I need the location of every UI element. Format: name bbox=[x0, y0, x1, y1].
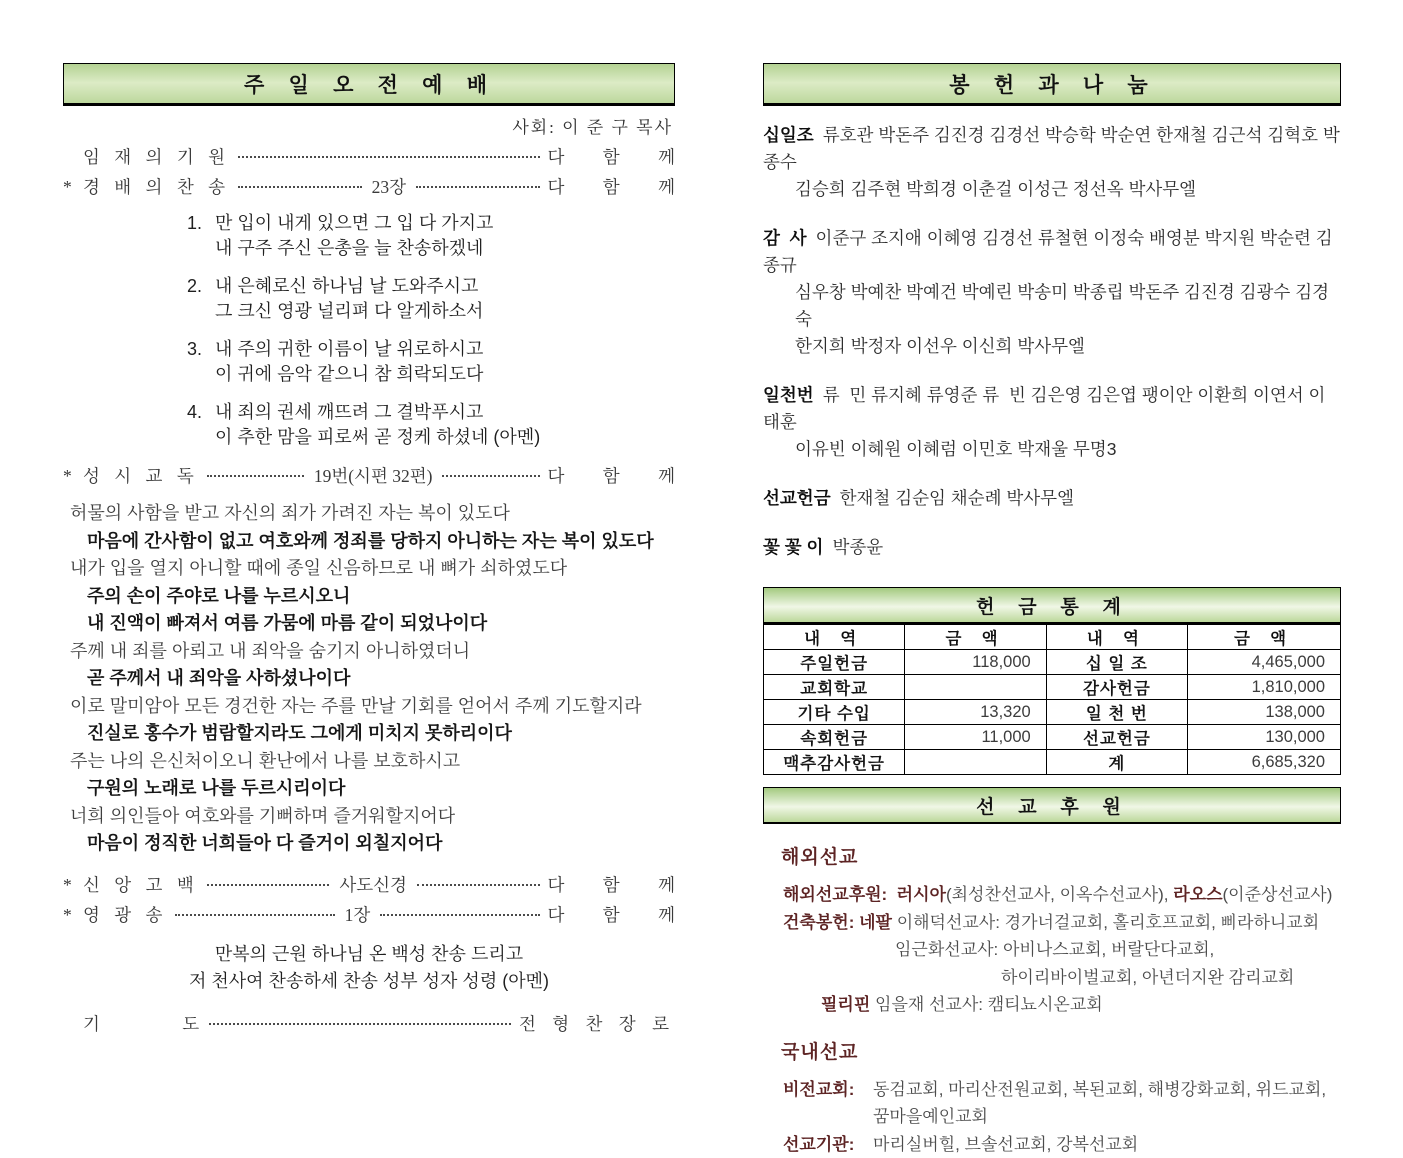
order-label: 영 광 송 bbox=[83, 902, 167, 927]
reading-line: 마음이 정직한 너희들아 다 즐거이 외칠지어다 bbox=[87, 830, 675, 858]
order-item-invocation bbox=[63, 144, 675, 169]
verse-line: 이 귀에 음악 같으니 참 희락되도다 bbox=[215, 362, 483, 387]
category-cell: 주일헌금 bbox=[764, 650, 905, 675]
offering-names: 이유빈 이혜원 이혜럼 이민호 박재울 무명3 bbox=[795, 436, 1341, 463]
russia-missionaries: (최성찬선교사, 이옥수선교사), bbox=[946, 885, 1169, 904]
category-cell: 계 bbox=[1046, 750, 1187, 775]
reading-line: 허물의 사함을 받고 자신의 죄가 가려진 자는 복이 있도다 bbox=[70, 500, 675, 528]
worship-order-column bbox=[63, 63, 675, 1041]
offering-names: 박종윤 bbox=[832, 537, 883, 557]
category-cell: 속회헌금 bbox=[764, 725, 905, 750]
table-row bbox=[764, 725, 1341, 750]
dotted-leader bbox=[442, 475, 539, 477]
creed-name: 사도신경 bbox=[339, 872, 407, 897]
nepal-label: 네팔 bbox=[859, 913, 892, 932]
philippines-line bbox=[821, 991, 1341, 1019]
vision-church-label: 비전교회: bbox=[783, 1076, 873, 1104]
amount-cell: 130,000 bbox=[1188, 725, 1341, 750]
offering-mission bbox=[763, 485, 1341, 512]
reading-line: 마음에 간사함이 없고 여호와께 정죄를 당하지 아니하는 자는 복이 있도다 bbox=[87, 528, 675, 556]
hymn-verse-1 bbox=[187, 211, 675, 261]
responsive-reading bbox=[63, 500, 675, 858]
star-mark: * bbox=[63, 466, 83, 487]
vision-church-line bbox=[783, 1076, 1341, 1104]
amount-cell: 11,000 bbox=[905, 725, 1046, 750]
category-cell: 교회학교 bbox=[764, 675, 905, 700]
mission-org-line bbox=[783, 1131, 1341, 1158]
table-row bbox=[764, 700, 1341, 725]
offering-names: 이준구 조지애 이혜영 김경선 류철현 이정숙 배영분 박지원 박순련 김종규 bbox=[763, 228, 1333, 275]
domestic-mission-heading: 국내선교 bbox=[781, 1037, 1341, 1064]
building-offering-line bbox=[783, 909, 1341, 937]
philippines-label: 필리핀 bbox=[821, 995, 870, 1014]
verse-line: 내 구주 주신 은총을 늘 찬송하겠네 bbox=[215, 236, 493, 261]
russia-label: 러시아 bbox=[897, 885, 946, 904]
reading-line: 너희 의인들아 여호와를 기뻐하며 즐거워할지어다 bbox=[70, 803, 675, 831]
verse-line: 내 은혜로신 하나님 날 도와주시고 bbox=[215, 274, 483, 299]
verse-number: 1. bbox=[187, 211, 215, 261]
prayer-person: 전 형 찬 장 로 bbox=[519, 1011, 675, 1036]
col-header: 금 액 bbox=[905, 625, 1046, 650]
statistics-table bbox=[763, 624, 1341, 775]
table-row bbox=[764, 675, 1341, 700]
category-cell: 일 천 번 bbox=[1046, 700, 1187, 725]
offering-label: 감 사 bbox=[763, 228, 807, 248]
hymn-verse-3 bbox=[187, 337, 675, 387]
offering-names: 한재철 김순임 채순례 박사무엘 bbox=[840, 488, 1074, 508]
mc-line: 사회: 이 준 구 목사 bbox=[63, 113, 673, 138]
building-label: 건축봉헌: bbox=[783, 913, 854, 932]
laos-missionaries: (이준상선교사) bbox=[1223, 885, 1333, 904]
nepal-churches: 이해덕선교사: 경가너걸교회, 홀리호프교회, 삐라하니교회 bbox=[897, 913, 1319, 932]
dotted-leader bbox=[209, 1023, 511, 1025]
order-label: 임 재 의 기 원 bbox=[83, 144, 230, 169]
statistics-banner: 헌 금 통 계 bbox=[763, 587, 1341, 624]
vision-churches: 동검교회, 마리산전원교회, 복된교회, 해병강화교회, 위드교회, bbox=[873, 1080, 1326, 1099]
dotted-leader bbox=[238, 186, 362, 188]
hymn-verse-2 bbox=[187, 274, 675, 324]
reading-line: 진실로 홍수가 범람할지라도 그에게 미치지 못하리이다 bbox=[87, 720, 675, 748]
offering-names: 김승희 김주현 박희경 이춘걸 이성근 정선옥 박사무엘 bbox=[795, 176, 1341, 203]
offering-names: 류호관 박돈주 김진경 김경선 박승학 박순연 한재철 김근석 김혁호 박종수 bbox=[763, 125, 1340, 172]
offering-thousand bbox=[763, 382, 1341, 463]
order-response: 다 함 께 bbox=[548, 144, 675, 169]
order-item-prayer bbox=[63, 1011, 675, 1036]
order-item-responsive-reading bbox=[63, 463, 675, 488]
offering-column bbox=[763, 63, 1341, 1158]
mission-orgs: 마리실버힐, 브솔선교회, 강복선교회 bbox=[873, 1135, 1138, 1154]
order-label: 성 시 교 독 bbox=[83, 463, 199, 488]
verse-number: 3. bbox=[187, 337, 215, 387]
nepal-churches-line2: 임근화선교사: 아비나스교회, 버랄단다교회, bbox=[895, 936, 1341, 964]
nepal-churches-line3: 하이리바이벌교회, 아년더지완 감리교회 bbox=[1001, 964, 1341, 992]
order-item-gloria bbox=[63, 902, 675, 927]
reading-number: 19번(시편 32편) bbox=[314, 463, 433, 488]
amount-cell bbox=[905, 675, 1046, 700]
reading-line: 주의 손이 주야로 나를 누르시오니 bbox=[87, 583, 675, 611]
offering-thanks bbox=[763, 225, 1341, 360]
offering-statistics bbox=[763, 587, 1341, 775]
offering-names: 심우창 박예찬 박예건 박예린 박송미 박종립 박돈주 김진경 김광수 김경숙 bbox=[795, 279, 1341, 333]
col-header: 금 액 bbox=[1188, 625, 1341, 650]
amount-cell: 118,000 bbox=[905, 650, 1046, 675]
reading-line: 내 진액이 빠져서 여름 가뭄에 마름 같이 되었나이다 bbox=[87, 610, 675, 638]
amount-cell bbox=[905, 750, 1046, 775]
offering-label: 꽃 꽃 이 bbox=[763, 537, 823, 557]
amount-cell: 4,465,000 bbox=[1188, 650, 1341, 675]
support-label: 해외선교후원: bbox=[783, 885, 887, 904]
verse-line: 내 주의 귀한 이름이 날 위로하시고 bbox=[215, 337, 483, 362]
category-cell: 기타 수입 bbox=[764, 700, 905, 725]
verse-number: 2. bbox=[187, 274, 215, 324]
dotted-leader bbox=[207, 475, 304, 477]
doxology bbox=[63, 941, 675, 995]
offering-label: 십일조 bbox=[763, 125, 814, 145]
order-response: 다 함 께 bbox=[548, 872, 675, 897]
offering-names: 한지희 박정자 이선우 이신희 박사무엘 bbox=[795, 333, 1341, 360]
offering-label: 선교헌금 bbox=[763, 488, 831, 508]
table-row bbox=[764, 650, 1341, 675]
amount-cell: 138,000 bbox=[1188, 700, 1341, 725]
verse-line: 이 추한 맘을 피로써 곧 정케 하셨네 (아멘) bbox=[215, 425, 540, 450]
amount-cell: 13,320 bbox=[905, 700, 1046, 725]
overseas-mission-heading: 해외선교 bbox=[781, 842, 1341, 869]
dotted-leader bbox=[175, 914, 334, 916]
col-header: 내 역 bbox=[1046, 625, 1187, 650]
verse-line: 만 입이 내게 있으면 그 입 다 가지고 bbox=[215, 211, 493, 236]
category-cell: 감사헌금 bbox=[1046, 675, 1187, 700]
amount-cell: 1,810,000 bbox=[1188, 675, 1341, 700]
table-row bbox=[764, 750, 1341, 775]
amount-cell: 6,685,320 bbox=[1188, 750, 1341, 775]
order-response: 다 함 께 bbox=[548, 174, 675, 199]
order-response: 다 함 께 bbox=[548, 463, 675, 488]
dotted-leader bbox=[417, 884, 540, 886]
reading-line: 구원의 노래로 나를 두르시리이다 bbox=[87, 775, 675, 803]
overseas-support-line bbox=[783, 881, 1341, 909]
order-response: 다 함 께 bbox=[548, 902, 675, 927]
offering-banner: 봉 헌 과 나 눔 bbox=[763, 63, 1341, 106]
order-label: 기 도 bbox=[83, 1011, 201, 1036]
reading-line: 이로 말미암아 모든 경건한 자는 주를 만날 기회를 얻어서 주께 기도할지라 bbox=[70, 693, 675, 721]
offering-names: 류 민 류지혜 류영준 류 빈 김은영 김은엽 팽이안 이환희 이연서 이태훈 bbox=[763, 385, 1325, 432]
category-cell: 십 일 조 bbox=[1046, 650, 1187, 675]
worship-service-banner: 주 일 오 전 예 배 bbox=[63, 63, 675, 106]
reading-line: 주는 나의 은신처이오니 환난에서 나를 보호하시고 bbox=[70, 748, 675, 776]
hymn-number: 23장 bbox=[372, 174, 406, 199]
doxology-line: 저 천사여 찬송하세 찬송 성부 성자 성령 (아멘) bbox=[63, 968, 675, 995]
mission-banner: 선 교 후 원 bbox=[763, 787, 1341, 824]
order-label: 경 배 의 찬 송 bbox=[83, 174, 230, 199]
reading-line: 곧 주께서 내 죄악을 사하셨나이다 bbox=[87, 665, 675, 693]
col-header: 내 역 bbox=[764, 625, 905, 650]
star-mark: * bbox=[63, 177, 83, 198]
laos-label: 라오스 bbox=[1173, 885, 1222, 904]
verse-line: 그 크신 영광 널리펴 다 알게하소서 bbox=[215, 299, 483, 324]
star-mark: * bbox=[63, 875, 83, 896]
category-cell: 선교헌금 bbox=[1046, 725, 1187, 750]
mission-support bbox=[763, 787, 1341, 1158]
hymn-verse-4 bbox=[187, 400, 675, 450]
reading-line: 주께 내 죄를 아뢰고 내 죄악을 숨기지 아니하였더니 bbox=[70, 638, 675, 666]
dotted-leader bbox=[207, 884, 330, 886]
order-label: 신 앙 고 백 bbox=[83, 872, 199, 897]
vision-church-line2: 꿈마을예인교회 bbox=[873, 1103, 1341, 1131]
reading-line: 내가 입을 열지 아니할 때에 종일 신음하므로 내 뼈가 쇠하였도다 bbox=[70, 555, 675, 583]
verse-line: 내 죄의 권세 깨뜨려 그 결박푸시고 bbox=[215, 400, 540, 425]
star-mark: * bbox=[63, 905, 83, 926]
hymn-verses bbox=[187, 211, 675, 450]
table-header-row bbox=[764, 625, 1341, 650]
verse-number: 4. bbox=[187, 400, 215, 450]
dotted-leader bbox=[380, 914, 539, 916]
dotted-leader bbox=[238, 156, 540, 158]
offering-label: 일천번 bbox=[763, 385, 814, 405]
order-item-creed bbox=[63, 872, 675, 897]
doxology-line: 만복의 근원 하나님 온 백성 찬송 드리고 bbox=[63, 941, 675, 968]
category-cell: 맥추감사헌금 bbox=[764, 750, 905, 775]
order-item-opening-hymn bbox=[63, 174, 675, 199]
mission-org-label: 선교기관: bbox=[783, 1131, 873, 1158]
dotted-leader bbox=[416, 186, 540, 188]
gloria-number: 1장 bbox=[345, 902, 371, 927]
offering-tithe bbox=[763, 122, 1341, 203]
offering-flowers bbox=[763, 534, 1341, 561]
philippines-churches: 임을재 선교사: 캠티뇨시온교회 bbox=[875, 995, 1103, 1014]
